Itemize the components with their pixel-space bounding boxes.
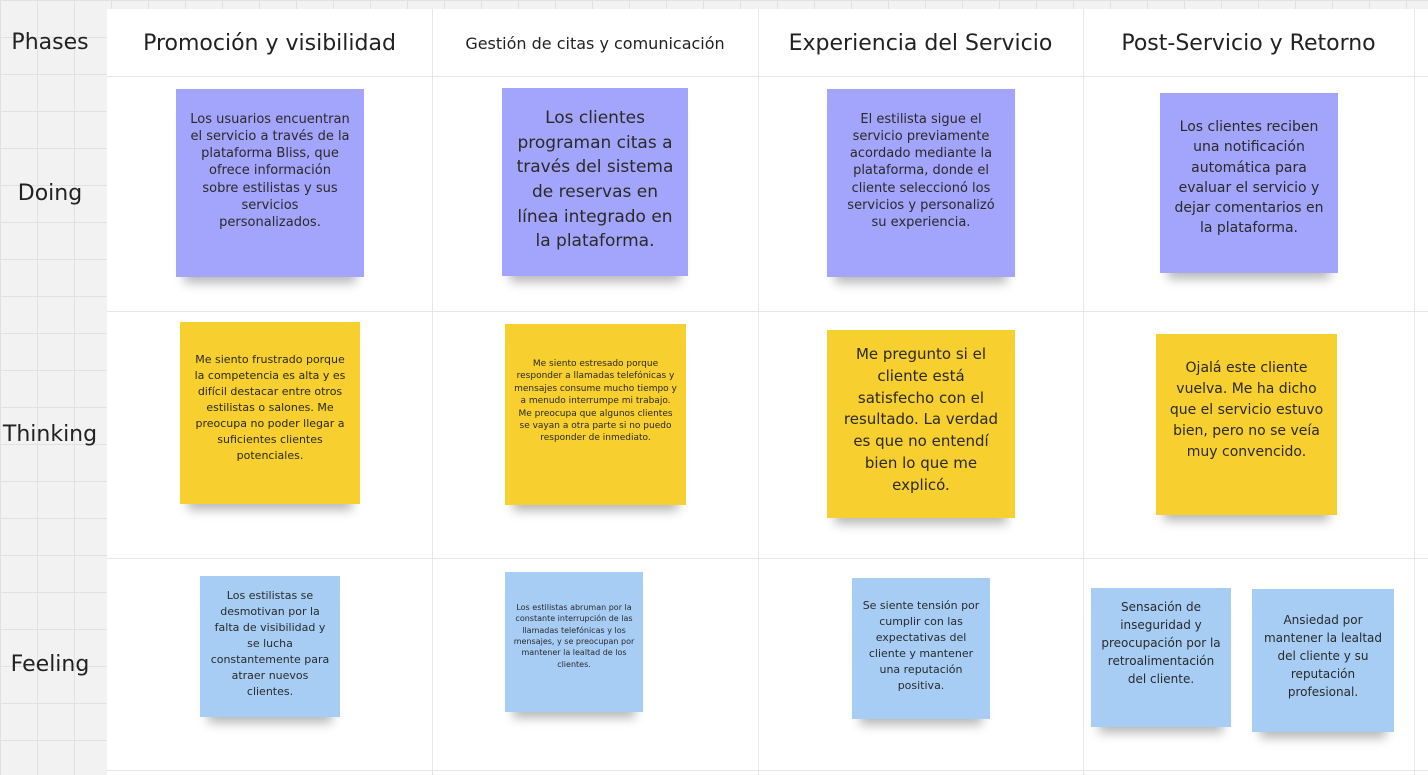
sticky-note-text: Los usuarios encuentran el servicio a través de la plataforma Bliss, que ofrece información sobre estilistas y sus servicios personalizados. [190, 112, 350, 230]
column-divider [432, 9, 433, 775]
sticky-note-feeling[interactable] [1252, 589, 1394, 732]
phase-header-post-servicio: Post-Servicio y Retorno [1121, 31, 1376, 56]
phase-header-experiencia: Experiencia del Servicio [788, 31, 1053, 56]
row-label-thinking: Thinking [2, 422, 98, 447]
column-divider [1414, 9, 1415, 775]
sticky-note-doing[interactable] [176, 89, 364, 277]
row-label-doing: Doing [17, 181, 83, 206]
column-divider [1083, 9, 1084, 775]
sticky-note-text: Me siento frustrado porque la competencia es alta y es difícil destacar entre otros estilistas o salones. Me preocupa no poder llegar a suficientes clientes potenciales. [194, 353, 346, 462]
sticky-note-text: Los estilistas abruman por la constante interrupción de las llamadas telefónicas y los mensajes, y se preocupan por mantener la lealtad de los clientes. [513, 603, 635, 669]
sticky-note-text: Sensación de inseguridad y preocupación por la retroalimentación del cliente. [1101, 600, 1221, 686]
row-divider [107, 558, 1428, 559]
phase-header-promocion: Promoción y visibilidad [143, 31, 396, 56]
sticky-note-feeling[interactable] [852, 578, 990, 719]
row-label-phases: Phases [11, 30, 89, 55]
row-divider [107, 770, 1428, 771]
sticky-note-doing[interactable] [827, 89, 1015, 277]
sticky-note-text: El estilista sigue el servicio previamente acordado mediante la plataforma, donde el cliente seleccionó los servicios y personalizó su experiencia. [847, 112, 995, 230]
sticky-note-feeling[interactable] [200, 576, 340, 717]
sticky-note-thinking[interactable] [1156, 334, 1337, 515]
sticky-note-text: Los estilistas se desmotivan por la falta de visibilidad y se lucha constantemente para atraer nuevos clientes. [210, 589, 330, 698]
sticky-note-text: Ansiedad por mantener la lealtad del cliente y su reputación profesional. [1263, 613, 1383, 699]
column-divider [758, 9, 759, 775]
sticky-note-doing[interactable] [502, 88, 688, 276]
sticky-note-text: Me pregunto si el cliente está satisfecho con el resultado. La verdad es que no entendí bien lo que me explicó. [843, 345, 999, 494]
row-divider [107, 76, 1428, 77]
sticky-note-text: Los clientes reciben una notificación automática para evaluar el servicio y dejar comentarios en la plataforma. [1174, 119, 1324, 237]
sticky-note-text: Se siente tensión por cumplir con las expectativas del cliente y mantener una reputación positiva. [862, 599, 980, 692]
sticky-note-text: Ojalá este cliente vuelva. Me ha dicho que el servicio estuvo bien, pero no se veía muy convencido. [1169, 360, 1324, 460]
sticky-note-thinking[interactable] [505, 324, 686, 505]
sticky-note-thinking[interactable] [827, 330, 1015, 518]
phase-header-gestion: Gestión de citas y comunicación [465, 34, 725, 53]
sticky-note-text: Me siento estresado porque responder a llamadas telefónicas y mensajes consume mucho tiempo y a menudo interrumpe mi trabajo. Me preocupa que algunos clientes se vayan a otra parte si no puedo responder de inmediato. [514, 359, 677, 444]
row-divider [107, 311, 1428, 312]
sticky-note-feeling[interactable] [1091, 588, 1231, 727]
sticky-note-doing[interactable] [1160, 93, 1338, 273]
sticky-note-feeling[interactable] [505, 572, 643, 712]
row-label-feeling: Feeling [10, 652, 90, 677]
sticky-note-text: Los clientes programan citas a través del sistema de reservas en línea integrado en la plataforma. [516, 108, 674, 252]
sticky-note-thinking[interactable] [180, 322, 360, 504]
